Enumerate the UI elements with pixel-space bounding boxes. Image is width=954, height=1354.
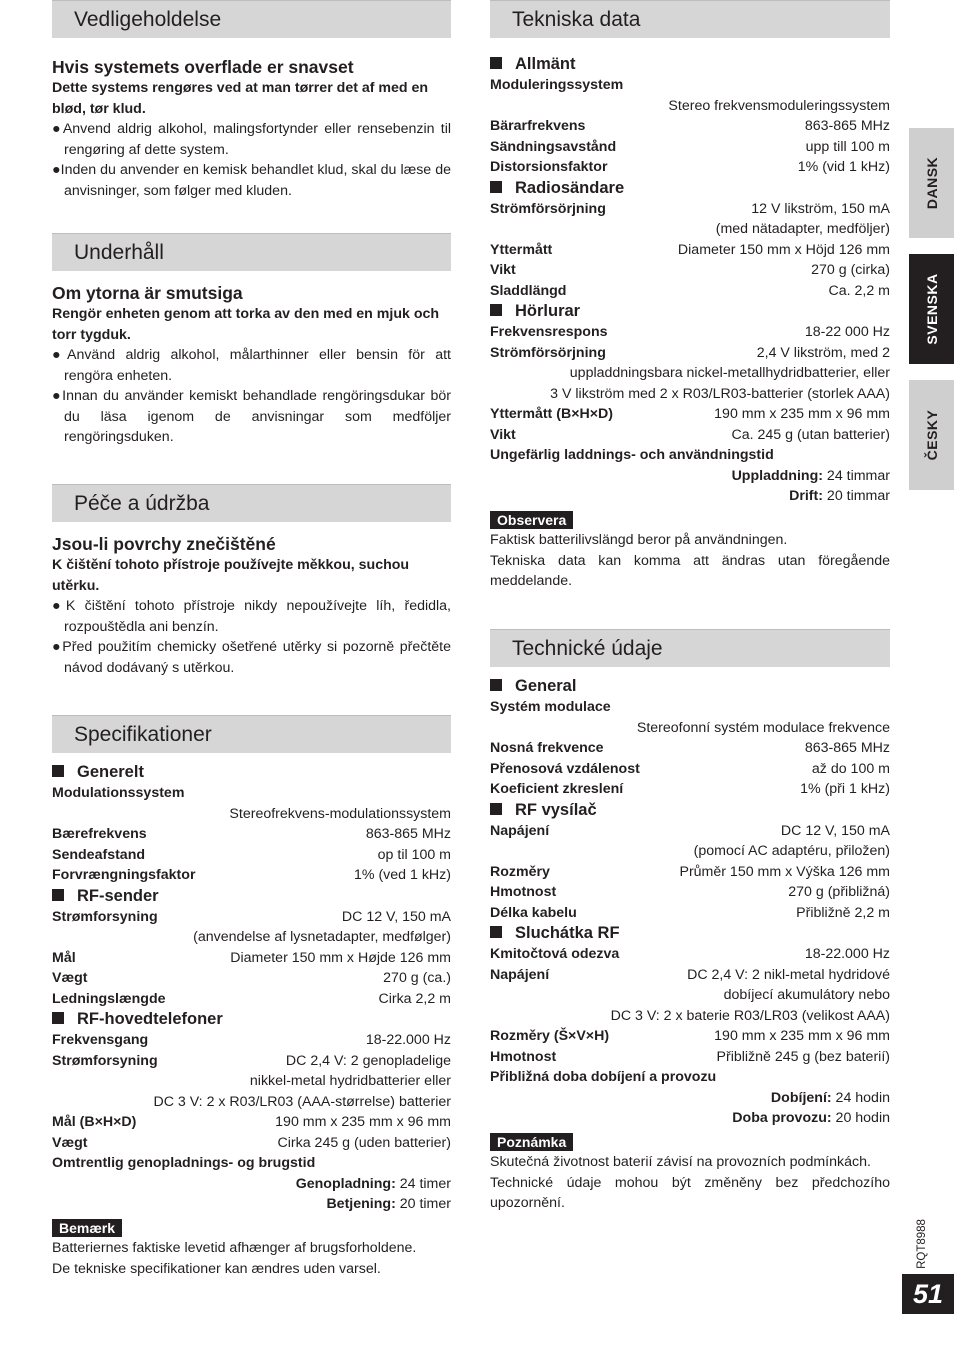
spec-section-title: Generelt	[52, 762, 451, 783]
spec-value: Stereo frekvensmoduleringssystem	[668, 97, 890, 114]
section-heading-vedligeholdelse: Vedligeholdelse	[52, 0, 451, 38]
spec-row: Strømforsyning DC 2,4 V: 2 genopladelige	[52, 1052, 451, 1069]
square-bullet-icon	[490, 181, 502, 193]
spec-row: Bærefrekvens 863-865 MHz	[52, 826, 451, 842]
spec-row: Ledningslængde Cirka 2,2 m	[52, 990, 451, 1007]
note-text: Faktisk batterilivslängd beror på användningen.	[490, 532, 788, 548]
square-bullet-icon	[52, 889, 64, 901]
spec-row: Sändningsavstånd upp till 100 m	[490, 138, 890, 155]
note-text: Batteriernes faktiske levetid afhænger af brugsforholdene.	[52, 1240, 417, 1256]
spec-value: Stereofonní systém modulace frekvence	[636, 719, 890, 736]
spec-value: DC 3 V: 2 x R03/LR03 (AAA-størrelse) batterier	[153, 1093, 451, 1110]
subheading: Jsou-li povrchy znečištěné	[52, 534, 276, 554]
spec-row: Přenosová vzdálenost až do 100 m	[490, 760, 890, 777]
square-bullet-icon	[52, 1012, 64, 1024]
square-bullet-icon	[490, 304, 502, 316]
spec-row: Hmotnost Přibližně 245 g (bez baterií)	[490, 1048, 890, 1065]
spec-value: Dobíjení: 24 hodin	[770, 1089, 890, 1106]
spec-block	[52, 762, 451, 1215]
bullet-list	[52, 345, 451, 448]
note-block	[52, 1219, 451, 1279]
spec-row: Mål (B×H×D) 190 mm x 235 mm x 96 mm	[52, 1114, 451, 1130]
page-number: 51	[902, 1274, 954, 1314]
bold-instruction: Dette systems rengøres ved at man tørrer det af med en blød, tør klud.	[52, 80, 429, 117]
spec-section-title: RF vysílač	[490, 800, 890, 821]
spec-row: Koeficient zkreslení 1% (při 1 kHz)	[490, 781, 890, 797]
spec-value: (pomocí AC adaptéru, přiložen)	[693, 843, 890, 859]
spec-value: dobíjecí akumulátory nebo	[723, 987, 890, 1003]
spec-row: Frekvensgang 18-22.000 Hz	[52, 1032, 451, 1048]
note-block	[490, 1133, 890, 1214]
spec-row: Forvrængningsfaktor 1% (ved 1 kHz)	[52, 867, 451, 883]
square-bullet-icon	[490, 679, 502, 691]
spec-row: Sendeafstand op til 100 m	[52, 846, 451, 863]
spec-label: Omtrentlig genopladnings- og brugstid	[52, 1155, 316, 1171]
spec-row: Frekvensrespons 18-22 000 Hz	[490, 324, 890, 340]
spec-value: Betjening: 20 timer	[326, 1196, 451, 1212]
note-label: Poznámka	[490, 1133, 573, 1151]
bullet-list	[52, 119, 451, 201]
spec-section-title: General	[490, 676, 890, 697]
spec-row: Nosná frekvence 863-865 MHz	[490, 740, 890, 756]
note-label: Observera	[490, 511, 573, 529]
spec-section-title: Radiosändare	[490, 178, 890, 199]
list-item: ●Anvend aldrig alkohol, malingsfortynder eller rensebenzin til rengøring af dette system.	[52, 121, 451, 158]
spec-value: Uppladdning: 24 timmar	[731, 467, 890, 484]
spec-row: Napájení DC 2,4 V: 2 nikl-metal hydridové	[490, 966, 890, 983]
subheading: Om ytorna är smutsiga	[52, 283, 243, 303]
spec-row: Strömförsörjning 2,4 V likström, med 2	[490, 344, 890, 361]
bold-instruction: K čištění tohoto přístroje používejte měkkou, suchou utěrku.	[52, 557, 410, 594]
spec-row: Délka kabelu Přibližně 2,2 m	[490, 904, 890, 921]
language-tab-dansk: DANSK	[909, 128, 954, 238]
spec-section-title: Hörlurar	[490, 301, 890, 322]
square-bullet-icon	[490, 926, 502, 938]
note-text: Tekniska data kan komma att ändras utan föregående meddelande.	[490, 552, 890, 589]
section-heading-pece-a-udrzba: Péče a údržba	[52, 484, 451, 522]
spec-section-title: Sluchátka RF	[490, 923, 890, 944]
list-item: ●Před použitím chemicky ošetřené utěrky si pozorně přečtěte návod dodávaný s utěrkou.	[52, 639, 451, 676]
spec-row: Vægt Cirka 245 g (uden batterier)	[52, 1134, 451, 1151]
list-item: ●Innan du använder kemiskt behandlade rengöringsdukar bör du läsa igenom de anvisningar som medföljer rengöringsduken.	[52, 388, 451, 445]
spec-section-title: RF-sender	[52, 886, 451, 907]
spec-block	[490, 676, 890, 1129]
spec-value: uppladdningsbara nickel-metallhydridbatterier, eller	[569, 365, 890, 381]
section-heading-tekniska-data: Tekniska data	[490, 0, 890, 38]
language-tab-svenska: SVENSKA	[909, 254, 954, 364]
spec-row: Yttermått Diameter 150 mm x Höjd 126 mm	[490, 241, 890, 258]
spec-section-title: Allmänt	[490, 54, 890, 75]
spec-value: 3 V likström med 2 x R03/LR03-batterier (storlek AAA)	[550, 385, 890, 402]
spec-row: Rozměry (Š×V×H) 190 mm x 235 mm x 96 mm	[490, 1028, 890, 1044]
spec-row: Kmitočtová odezva 18-22.000 Hz	[490, 946, 890, 962]
spec-label: Ungefärlig laddnings- och användningstid	[490, 447, 774, 463]
spec-value: (anvendelse af lysnetadapter, medfølger)	[193, 929, 451, 945]
spec-row: Strömförsörjning 12 V likström, 150 mA	[490, 200, 890, 217]
section-heading-specifikationer: Specifikationer	[52, 715, 451, 753]
spec-row: Yttermått (B×H×D) 190 mm x 235 mm x 96 mm	[490, 406, 890, 422]
spec-label: Systém modulace	[490, 699, 611, 715]
section-heading-technicke-udaje: Technické údaje	[490, 629, 890, 667]
spec-label: Moduleringssystem	[490, 77, 624, 93]
note-text: Skutečná životnost baterií závisí na provozních podmínkách.	[490, 1154, 871, 1170]
spec-value: Genopladning: 24 timer	[295, 1175, 451, 1192]
spec-row: Hmotnost 270 g (přibližná)	[490, 884, 890, 900]
subheading: Hvis systemets overflade er snavset	[52, 57, 354, 77]
bold-instruction: Rengör enheten genom att torka av den med en mjuk och torr tygduk.	[52, 306, 440, 343]
note-text: Technické údaje mohou být změněny bez předchozího upozornění.	[490, 1174, 890, 1211]
list-item: ●K čištění tohoto přístroje nikdy nepoužívejte líh, ředidla, rozpouštědla ani benzín.	[52, 598, 451, 635]
spec-row: Vikt 270 g (cirka)	[490, 262, 890, 278]
square-bullet-icon	[52, 765, 64, 777]
spec-row: Rozměry Průměr 150 mm x Výška 126 mm	[490, 863, 890, 880]
spec-value: Doba provozu: 20 hodin	[732, 1110, 890, 1126]
square-bullet-icon	[490, 803, 502, 815]
spec-value: nikkel-metal hydridbatterier eller	[249, 1073, 451, 1089]
spec-row: Vikt Ca. 245 g (utan batterier)	[490, 426, 890, 443]
spec-block	[490, 54, 890, 507]
note-text: De tekniske specifikationer kan ændres uden varsel.	[52, 1260, 381, 1277]
spec-row: Bärarfrekvens 863-865 MHz	[490, 118, 890, 134]
spec-row: Vægt 270 g (ca.)	[52, 970, 451, 986]
note-label: Bemærk	[52, 1219, 122, 1237]
spec-row: Napájení DC 12 V, 150 mA	[490, 822, 890, 839]
spec-section-title: RF-hovedtelefoner	[52, 1009, 451, 1030]
spec-row: Sladdlängd Ca. 2,2 m	[490, 282, 890, 299]
spec-row: Mål Diameter 150 mm x Højde 126 mm	[52, 949, 451, 966]
note-block	[490, 511, 890, 592]
section-heading-underhall: Underhåll	[52, 233, 451, 271]
spec-label: Přibližná doba dobíjení a provozu	[490, 1069, 717, 1085]
spec-row: Distorsionsfaktor 1% (vid 1 kHz)	[490, 159, 890, 175]
spec-value: Drift: 20 timmar	[789, 488, 890, 504]
spec-value: (med nätadapter, medföljer)	[715, 221, 890, 237]
square-bullet-icon	[490, 57, 502, 69]
spec-label: Modulationssystem	[52, 785, 185, 801]
bullet-list	[52, 596, 451, 678]
spec-row: Strømforsyning DC 12 V, 150 mA	[52, 908, 451, 925]
list-item: ●Använd aldrig alkohol, målarthinner eller bensin för att rengöra enheten.	[52, 347, 451, 384]
language-tab-cesky: ČESKY	[909, 380, 954, 490]
spec-value: DC 3 V: 2 x baterie R03/LR03 (velikost AAA)	[610, 1007, 890, 1024]
list-item: ●Inden du anvender en kemisk behandlet klud, skal du læse de anvisninger, som følger med kluden.	[52, 162, 451, 199]
spec-value: Stereofrekvens-modulationssystem	[229, 805, 451, 822]
